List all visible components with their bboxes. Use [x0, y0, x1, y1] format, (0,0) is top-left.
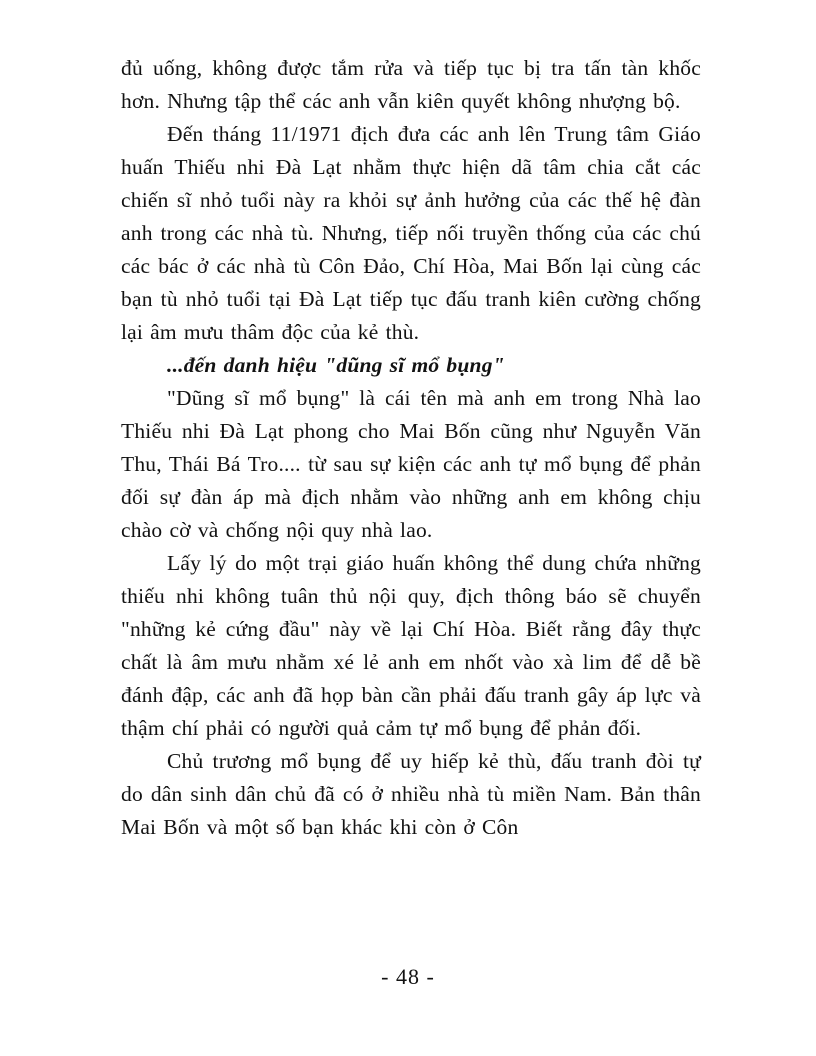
paragraph-body: Lấy lý do một trại giáo huấn không thể dung chứa những thiếu nhi không tuân thủ nội quy, địch thông báo sẽ chuyển "những kẻ cứng đầu" này về lại Chí Hòa. Biết rằng đây thực chất là âm mưu nhằm xé lẻ anh em nhốt vào xà lim để dễ bề đánh đập, các anh đã họp bàn cần phải đấu tranh gây áp lực và thậm chí phải có người quả cảm tự mổ bụng để phản đối. [121, 551, 701, 740]
page-text-block [121, 52, 701, 844]
paragraph-body: Chủ trương mổ bụng để uy hiếp kẻ thù, đấu tranh đòi tự do dân sinh dân chủ đã có ở nhiều nhà tù miền Nam. Bản thân Mai Bốn và một số bạn khác khi còn ở Côn [121, 749, 701, 839]
paragraph-body: Đến tháng 11/1971 địch đưa các anh lên Trung tâm Giáo huấn Thiếu nhi Đà Lạt nhằm thực hiện dã tâm chia cắt các chiến sĩ nhỏ tuổi này ra khỏi sự ảnh hưởng của các thế hệ đàn anh trong các nhà tù. Nhưng, tiếp nối truyền thống của các chú các bác ở các nhà tù Côn Đảo, Chí Hòa, Mai Bốn lại cùng các bạn tù nhỏ tuổi tại Đà Lạt tiếp tục đấu tranh kiên cường chống lại âm mưu thâm độc của kẻ thù. [121, 122, 701, 344]
paragraph-continuation: đủ uống, không được tắm rửa và tiếp tục bị tra tấn tàn khốc hơn. Nhưng tập thể các anh vẫn kiên quyết không nhượng bộ. [121, 56, 701, 113]
page-number: - 48 - [381, 964, 435, 989]
paragraph-body: "Dũng sĩ mổ bụng" là cái tên mà anh em trong Nhà lao Thiếu nhi Đà Lạt phong cho Mai Bốn cũng như Nguyễn Văn Thu, Thái Bá Tro.... từ sau sự kiện các anh tự mổ bụng để phản đối sự đàn áp mà địch nhằm vào những anh em không chịu chào cờ và chống nội quy nhà lao. [121, 386, 701, 542]
section-heading: ...đến danh hiệu "dũng sĩ mổ bụng" [167, 353, 505, 377]
